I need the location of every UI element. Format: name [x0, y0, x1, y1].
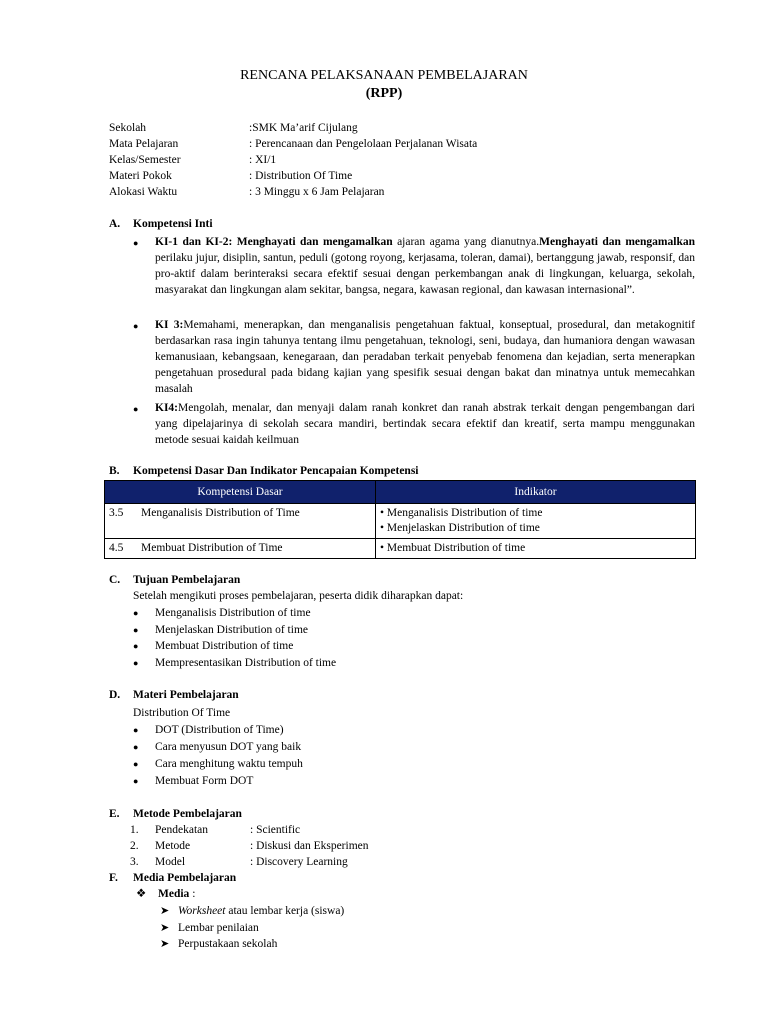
table-header-row [105, 481, 696, 504]
bullet-icon: ● [133, 759, 139, 769]
identity-label: Mata Pelajaran [109, 138, 179, 150]
identity-label: Sekolah [109, 122, 147, 134]
section-e-heading: E. Metode Pembelajaran [109, 808, 242, 820]
identity-value: : Distribution Of Time [249, 170, 353, 182]
list-item: Membuat Distribution of time [155, 640, 294, 652]
arrow-bullet-icon: ➤ [160, 922, 170, 934]
list-item: Cara menyusun DOT yang baik [155, 741, 302, 753]
list-item: Worksheet atau lembar kerja (siswa) [178, 905, 345, 917]
identity-value: :SMK Ma’arif Cijulang [249, 122, 358, 134]
bullet-icon: ● [133, 608, 139, 618]
indicator-cell: • Membuat Distribution of time [376, 539, 696, 559]
section-c-intro: Setelah mengikuti proses pembelajaran, peserta didik diharapkan dapat: [133, 590, 464, 602]
bullet-icon: ● [133, 238, 139, 248]
bullet-icon: ● [133, 776, 139, 786]
list-item: Lembar penilaian [178, 922, 259, 934]
ki-4-paragraph: KI4:Mengolah, menalar, dan menyaji dalam ranah konkret dan ranah abstrak terkait dengan pengembangan dari yang dipelajarinya di sekolah secara mandiri, bertindak secara efektif dan kreatif, serta mampu menggunakan metode sesuai kaidah keilmuan [155, 402, 695, 446]
section-c-heading: C. Tujuan Pembelajaran [109, 574, 241, 586]
kd-cell: 3.5 Menganalisis Distribution of Time [105, 504, 376, 539]
diamond-bullet-icon: ❖ [136, 888, 147, 900]
column-header-kd: Kompetensi Dasar [105, 481, 376, 504]
list-item: DOT (Distribution of Time) [155, 724, 284, 736]
bullet-icon: ● [133, 625, 139, 635]
list-item: Mempresentasikan Distribution of time [155, 657, 337, 669]
competency-table [104, 480, 696, 559]
table-row [105, 504, 696, 539]
list-item: Menganalisis Distribution of time [155, 607, 311, 619]
document-title: RENCANA PELAKSANAAN PEMBELAJARAN [240, 68, 528, 83]
bullet-icon: ● [133, 658, 139, 668]
kd-cell: 4.5 Membuat Distribution of Time [105, 539, 376, 559]
section-d-heading: D. Materi Pembelajaran [109, 689, 239, 701]
method-row: 3. Model : Discovery Learning [130, 856, 348, 868]
identity-label: Alokasi Waktu [109, 186, 178, 198]
bullet-icon: ● [133, 321, 139, 331]
identity-label: Kelas/Semester [109, 154, 181, 166]
method-row: 1. Pendekatan : Scientific [130, 824, 301, 836]
bullet-icon: ● [133, 725, 139, 735]
identity-label: Materi Pokok [109, 170, 172, 182]
media-label-row: ❖ Media : [136, 888, 196, 900]
list-item: Perpustakaan sekolah [178, 938, 278, 950]
bullet-icon: ● [133, 404, 139, 414]
indicator-cell: • Menganalisis Distribution of time • Menjelaskan Distribution of time [376, 504, 696, 539]
arrow-bullet-icon: ➤ [160, 938, 170, 950]
ki-1-2-paragraph: KI-1 dan KI-2: Menghayati dan mengamalkan ajaran agama yang dianutnya.Menghayati dan mengamalkan perilaku jujur, disiplin, santun, peduli (gotong royong, kerjasama, toleran, damai), bertanggung jawab, responsif, dan pro-aktif dalam berinteraksi secara efektif sesuai dengan perkembangan anak di lingkungan, keluarga, sekolah, masyarakat dan lingkungan alam sekitar, bangsa, negara, kawasan regional, dan kawasan internasional”. [155, 236, 695, 296]
list-item: Menjelaskan Distribution of time [155, 624, 308, 636]
bullet-icon: ● [133, 641, 139, 651]
arrow-bullet-icon: ➤ [160, 905, 170, 917]
section-a-heading: A. Kompetensi Inti [109, 218, 213, 230]
section-d-intro: Distribution Of Time [133, 707, 231, 719]
ki-3-paragraph: KI 3:Memahami, menerapkan, dan menganalisis pengetahuan faktual, konseptual, prosedural, dan metakognitif berdasarkan rasa ingin tahunya tentang ilmu pengetahuan, teknologi, seni, budaya, dan humaniora dengan wawasan kemanusiaan, kebangsaan, kenegaraan, dan peradaban terkait penyebab fenomena dan kejadian, serta menerapkan pengetahuan prosedural pada bidang kajian yang spesifik sesuai dengan bakat dan minatnya untuk memecahkan masalah [155, 319, 696, 395]
identity-value: : Perencanaan dan Pengelolaan Perjalanan Wisata [249, 138, 478, 150]
section-b-heading: B. Kompetensi Dasar Dan Indikator Pencapaian Kompetensi [109, 465, 419, 477]
column-header-indicator: Indikator [376, 481, 696, 504]
list-item: Cara menghitung waktu tempuh [155, 758, 303, 770]
document-subtitle: (RPP) [365, 86, 403, 101]
list-item: Membuat Form DOT [155, 775, 254, 787]
method-row: 2. Metode : Diskusi dan Eksperimen [130, 840, 369, 852]
identity-value: : XI/1 [249, 154, 277, 166]
bullet-icon: ● [133, 742, 139, 752]
table-row [105, 539, 696, 559]
section-f-heading: F. Media Pembelajaran [109, 872, 237, 884]
identity-value: : 3 Minggu x 6 Jam Pelajaran [249, 186, 385, 198]
